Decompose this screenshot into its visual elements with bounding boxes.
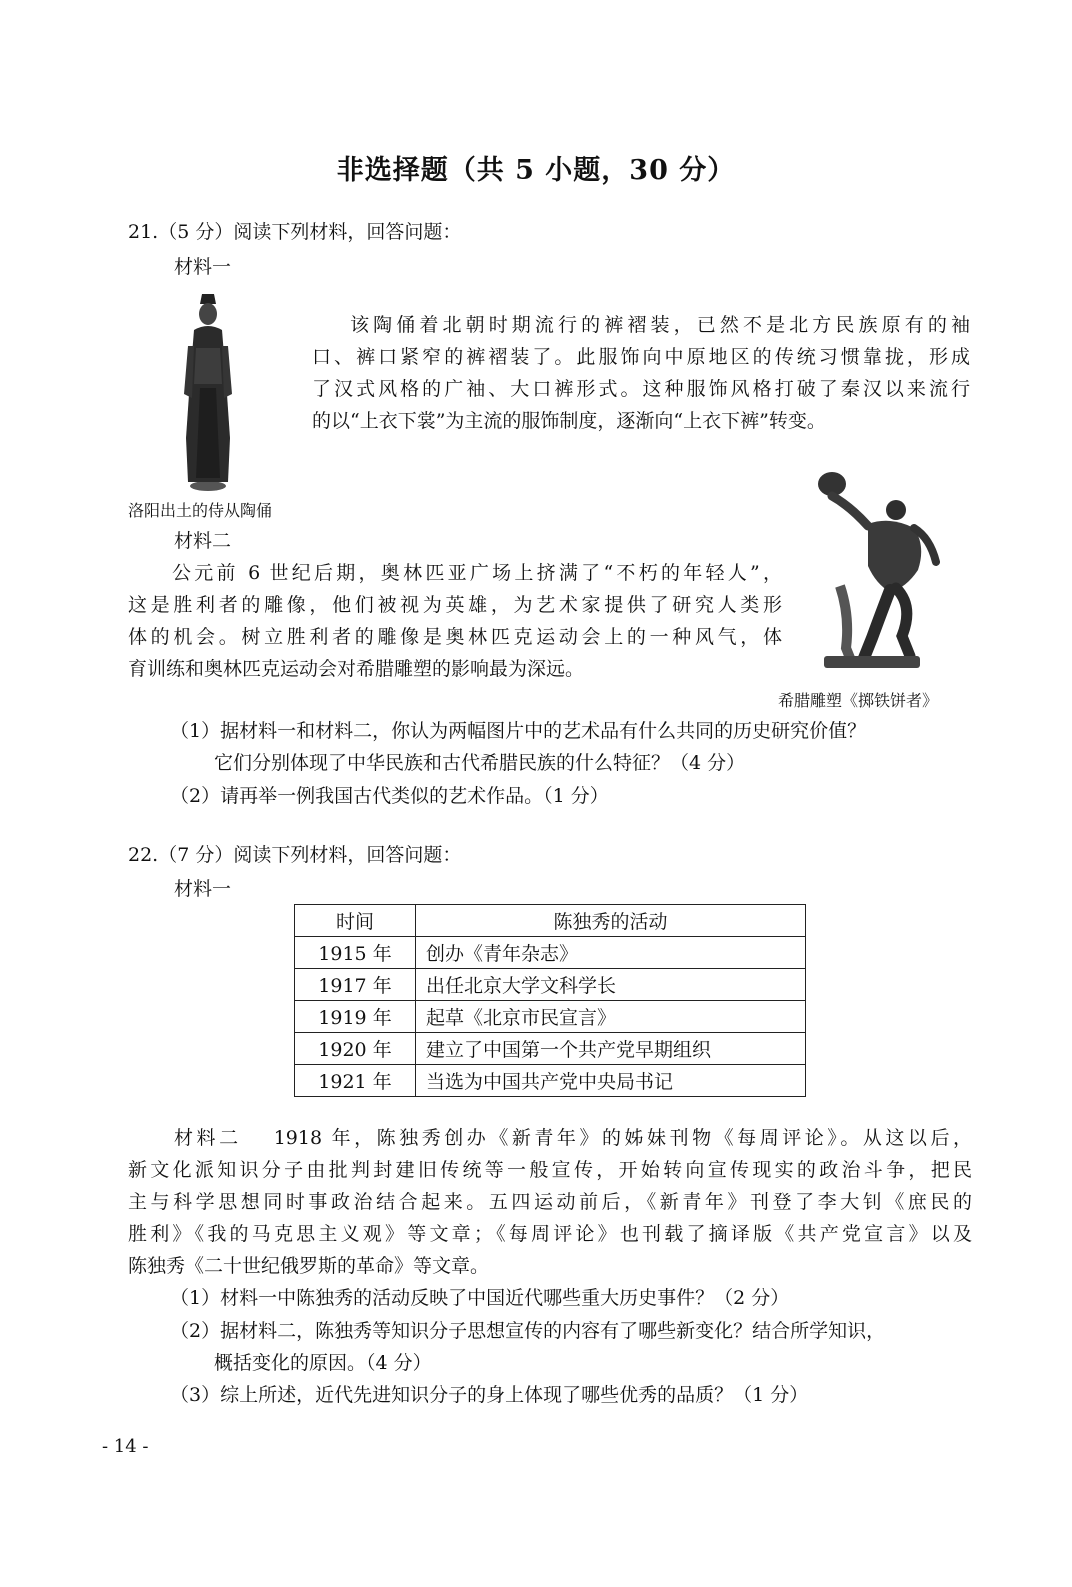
text-line: 材料二 1918 年，陈独秀创办《新青年》的姊妹刊物《每周评论》。从这以后， <box>174 1127 972 1149</box>
text-line: 的以“上衣下裳”为主流的服饰制度，逐渐向“上衣下裤”转变。 <box>312 410 826 432</box>
text-line: 这是胜利者的雕像，他们被视为英雄，为艺术家提供了研究人类形 <box>128 594 782 616</box>
figurine-image <box>176 288 240 492</box>
text-line: 公元前 6 世纪后期，奥林匹亚广场上挤满了“不朽的年轻人”， <box>172 562 782 584</box>
page-number: - 14 - <box>102 1436 149 1457</box>
q21-material1-label: 材料一 <box>174 256 232 278</box>
table-row <box>295 1033 806 1065</box>
table-cell-year: 1920 年 <box>295 1033 416 1065</box>
section-heading: 非选择题（共 5 小题，30 分） <box>336 155 736 186</box>
q22-stem: 22.（7 分）阅读下列材料，回答问题： <box>128 844 462 866</box>
q22-sub2: （2）据材料二，陈独秀等知识分子思想宣传的内容有了哪些新变化？结合所学知识， <box>170 1320 886 1342</box>
q21-material1-text <box>312 309 970 437</box>
figurine-caption: 洛阳出土的侍从陶俑 <box>128 501 273 520</box>
table-row <box>295 937 806 969</box>
table-cell-year: 1915 年 <box>295 937 416 969</box>
q22-material2-text <box>128 1122 972 1282</box>
table-cell-activity: 当选为中国共产党中央局书记 <box>416 1065 806 1097</box>
q21-sub2: （2）请再举一例我国古代类似的艺术作品。（1 分） <box>170 785 609 807</box>
q22-material1-label: 材料一 <box>174 878 232 900</box>
q21-sub1-cont: 它们分别体现了中华民族和古代希腊民族的什么特征？（4 分） <box>214 752 746 774</box>
table-row <box>295 969 806 1001</box>
table-header: 陈独秀的活动 <box>416 905 806 937</box>
table-row <box>295 1065 806 1097</box>
q22-sub2-cont: 概括变化的原因。（4 分） <box>214 1352 432 1374</box>
q21-stem: 21.（5 分）阅读下列材料，回答问题： <box>128 221 462 243</box>
text-line: 主与科学思想同时事政治结合起来。五四运动前后，《新青年》刊登了李大钊《庶民的 <box>128 1191 972 1213</box>
text-line: 口、裤口紧窄的裤褶装了。此服饰向中原地区的传统习惯靠拢，形成 <box>312 346 970 368</box>
table-cell-activity: 起草《北京市民宣言》 <box>416 1001 806 1033</box>
text-line: 陈独秀《二十世纪俄罗斯的革命》等文章。 <box>128 1255 490 1277</box>
q22-sub3: （3）综上所述，近代先进知识分子的身上体现了哪些优秀的品质？（1 分） <box>170 1384 809 1406</box>
discobolus-image <box>810 466 940 674</box>
q22-sub1: （1）材料一中陈独秀的活动反映了中国近代哪些重大历史事件？（2 分） <box>170 1287 790 1309</box>
chen-duxiu-table <box>294 904 806 1097</box>
table-cell-activity: 建立了中国第一个共产党早期组织 <box>416 1033 806 1065</box>
table-cell-year: 1917 年 <box>295 969 416 1001</box>
table-cell-year: 1921 年 <box>295 1065 416 1097</box>
q21-material2-label: 材料二 <box>174 530 232 552</box>
q21-sub1: （1）据材料一和材料二，你认为两幅图片中的艺术品有什么共同的历史研究价值？ <box>170 720 867 742</box>
q21-material2-text <box>128 557 782 685</box>
text-line: 育训练和奥林匹克运动会对希腊雕塑的影响最为深远。 <box>128 658 585 680</box>
table-row <box>295 1001 806 1033</box>
text-line: 该陶俑着北朝时期流行的裤褶装，已然不是北方民族原有的袖 <box>350 314 970 336</box>
table-cell-activity: 创办《青年杂志》 <box>416 937 806 969</box>
text-line: 胜利》《我的马克思主义观》等文章；《每周评论》也刊载了摘译版《共产党宣言》以及 <box>128 1223 972 1245</box>
table-cell-year: 1919 年 <box>295 1001 416 1033</box>
table-cell-activity: 出任北京大学文科学长 <box>416 969 806 1001</box>
text-line: 新文化派知识分子由批判封建旧传统等一般宣传，开始转向宣传现实的政治斗争，把民 <box>128 1159 972 1181</box>
text-line: 了汉式风格的广袖、大口裤形式。这种服饰风格打破了秦汉以来流行 <box>312 378 970 400</box>
discobolus-caption: 希腊雕塑《掷铁饼者》 <box>778 691 939 710</box>
table-header-row <box>295 905 806 937</box>
text-line: 体的机会。树立胜利者的雕像是奥林匹克运动会上的一种风气，体 <box>128 626 782 648</box>
table-header: 时间 <box>295 905 416 937</box>
